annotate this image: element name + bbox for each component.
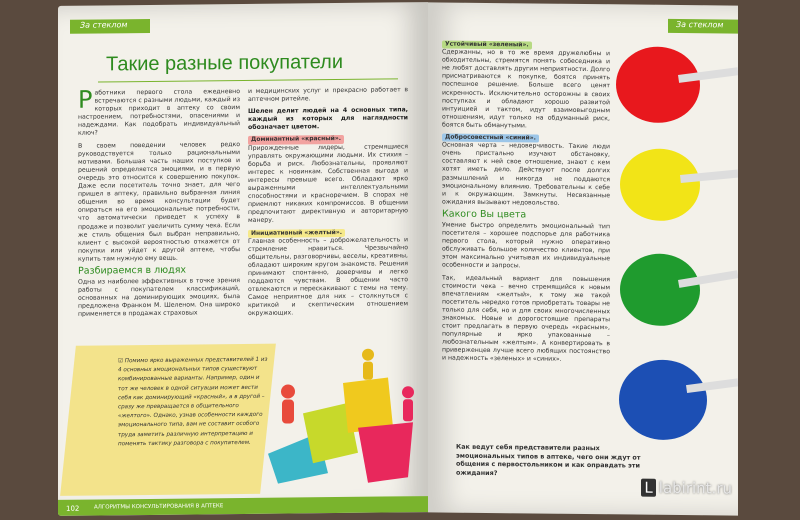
footer-running-title: АЛГОРИТМЫ КОНСУЛЬТИРОВАНИЯ В АПТЕКЕ <box>94 503 224 511</box>
article-title: Такие разные покупатели <box>106 50 344 76</box>
color-section-heading: Какого Вы цвета <box>442 208 527 221</box>
shelen-statement: Шелен делит людей на 4 основных типа, каждый из которых для наглядности обозначает цветом. <box>248 106 408 132</box>
page-number: 102 <box>66 504 80 513</box>
intro-column <box>78 85 240 323</box>
green-type-label: Устойчивый «зеленый». <box>442 41 532 50</box>
closing-question: Как ведут себя представители разных эмоциональных типов в аптеке, чего они ждут от общения с первостольником и как оправдать эти ожидания? <box>456 442 641 477</box>
red-type-text: Прирожденные лидеры, стремящиеся управлять окружающими людьми. Их стихия – борьба и риск. Любознательны, проявляют интерес к новинкам. Собственная выгода и интересы превыше всего. Обладают ярко выраженными интеллектуальными способностями и красноречием. В спорах не приемлют никаких компромиссов. В общении предпочитают директивную и авторитарную манеру. <box>248 142 408 225</box>
note-text: ☑ Помимо ярко выраженных представителей 1 из 4 основных эмоциональных типов существуют комбинированные варианты. Например, один и тот же человек в одной ситуации может вести себя как доминирующий «красный», а в другой – сразу же превращается в общительного «желтого». Однако, узнав особенности каждого эмоционального типа, вам не составит особого труда заметить различную интерпретацию и поменять тактику разговора с покупателем. <box>118 356 268 448</box>
yellow-paint-splash <box>620 148 700 221</box>
section-label: За стеклом <box>80 20 128 30</box>
intro-continued: и медицинских услуг и прекрасно работает в аптечном ритейле. <box>248 86 408 104</box>
blue-type-label: Добросовестный «синий». <box>442 134 539 143</box>
left-page <box>58 2 428 516</box>
types-column <box>248 86 408 322</box>
figure-head-pink <box>402 386 414 398</box>
yellow-type-text: Главная особенность – доброжелательность и стремление нравиться. Чрезвычайно общительны, разговорчивы, веселы, креативны, обладают широким кругом знакомств. Решения принимают спонтанно, доверчивы и легко поддаются чувствам. В общении часто отвлекаются и перескакивают с темы на тему. Самое неприятное для них – столкнуться с критикой и скептическим отношением окружающих. <box>248 235 408 318</box>
title-divider <box>98 78 398 82</box>
right-text-column <box>442 41 610 369</box>
section-label-right: За стеклом <box>676 19 724 30</box>
figure-head-red <box>281 384 295 398</box>
green-paint-splash <box>620 253 700 326</box>
section-heading: Разбираемся в людях <box>78 264 187 277</box>
body-paragraph-2: Одна из наиболее эффективных в точке зрения работы с покупателем классификаций, основанных на доминирующих эмоциях, была предложена Франком М. Шеленом. Она широко применяется в продажах страховых <box>78 277 240 319</box>
right-paragraph-2: Так, идеальный вариант для повышения стоимости чека – вечно стремящийся к новым впечатлениям «желтый», к тому же такой посетитель нередко готов приобретать товары не только для себя, но и для своих многочисленных знакомых. Новые и дорогостоящие препараты стоит предлагать в первую очередь «красным», популярные и ярко упакованные – любознательным «желтым». А конвертировать в приверженцев лучше всего любящих постоянство и надежность «зеленых» и «синих». <box>442 274 610 364</box>
yellow-type-label: Инициативный «желтый». <box>248 228 345 237</box>
section-tab-right <box>668 19 738 34</box>
green-type-text: Сдержанны, но в то же время дружелюбны и обходительны, стремятся понять собеседника и не любят доставлять другим неприятности. Долго присматриваются к покупке, боятся принять поспешное решение. Больше всего ценят искренность. Исключительно осторожны в своих поступках и обладают хорошо развитой интуицией и тактом, идут взаимовыгодным отношениям, идут только на обдуманный риск, боятся быть обманутыми. <box>442 48 610 130</box>
figure-body-yellow <box>363 362 373 380</box>
puzzle-piece-yellow <box>343 377 393 433</box>
footer-bar <box>58 496 428 516</box>
body-paragraph-1: В своем поведении человек редко руководствуется только рациональными мотивами. Большая часть наших поступков и решений определяется эмоциями, и в первую очередь это относится к совершению покупок. Даже если посетитель точно знает, для чего пришел в аптеку, правильно выбранная линия общения во время консультации будет опираться на его эмоциональные потребности, что автоматически приведет к успеху в продаже и позволит увеличить сумму чека. Если же стиль общения был выбран неправильно, клиент с высокой вероятностью откажется от покупки или уйдет к другой аптеке, чтобы купить там нужную ему вещь. <box>78 140 240 263</box>
figure-body-red <box>282 399 294 423</box>
paint-brushes-illustration <box>608 34 738 465</box>
right-page <box>428 2 738 515</box>
puzzle-piece-red <box>358 422 413 483</box>
intro-paragraph: Работники первого стола ежедневно встречаются с разными людьми, каждый из которых приходит в аптеку со своим настроением, потребностями, опасениями и надеждами. Как подобрать индивидуальный ключ? <box>78 85 240 138</box>
blue-paint-splash <box>619 359 707 440</box>
figure-head-yellow <box>362 349 374 361</box>
puzzle-figures-illustration <box>248 332 428 494</box>
section-tab <box>70 19 150 34</box>
figure-body-pink <box>403 399 413 421</box>
watermark-logo: L labirint.ru <box>641 479 732 498</box>
right-paragraph-1: Умение быстро определить эмоциональный тип посетителя – хорошее подспорье для работника первого стола, который нужно оперативно обслуживать большое количество клиентов, при этом максимально учитывая их индивидуальные особенности и запросы. <box>442 221 610 270</box>
check-icon: ☑ <box>118 358 125 365</box>
red-paint-splash <box>616 46 700 123</box>
drop-cap: Р <box>78 85 93 114</box>
red-type-label: Доминантный «красный». <box>248 135 344 144</box>
blue-type-text: Основная черта – недоверчивость. Такие люди очень пристально изучают обстановку, составляют к ней свое отношение, знают с кем хотят иметь дело. Действуют после долгих размышлений и никогда не поддаются эмоциональному влиянию. Требовательны к себе и к окружающим. Замкнуты. Несвязанные ожидания вызывают недовольство. <box>442 141 610 207</box>
